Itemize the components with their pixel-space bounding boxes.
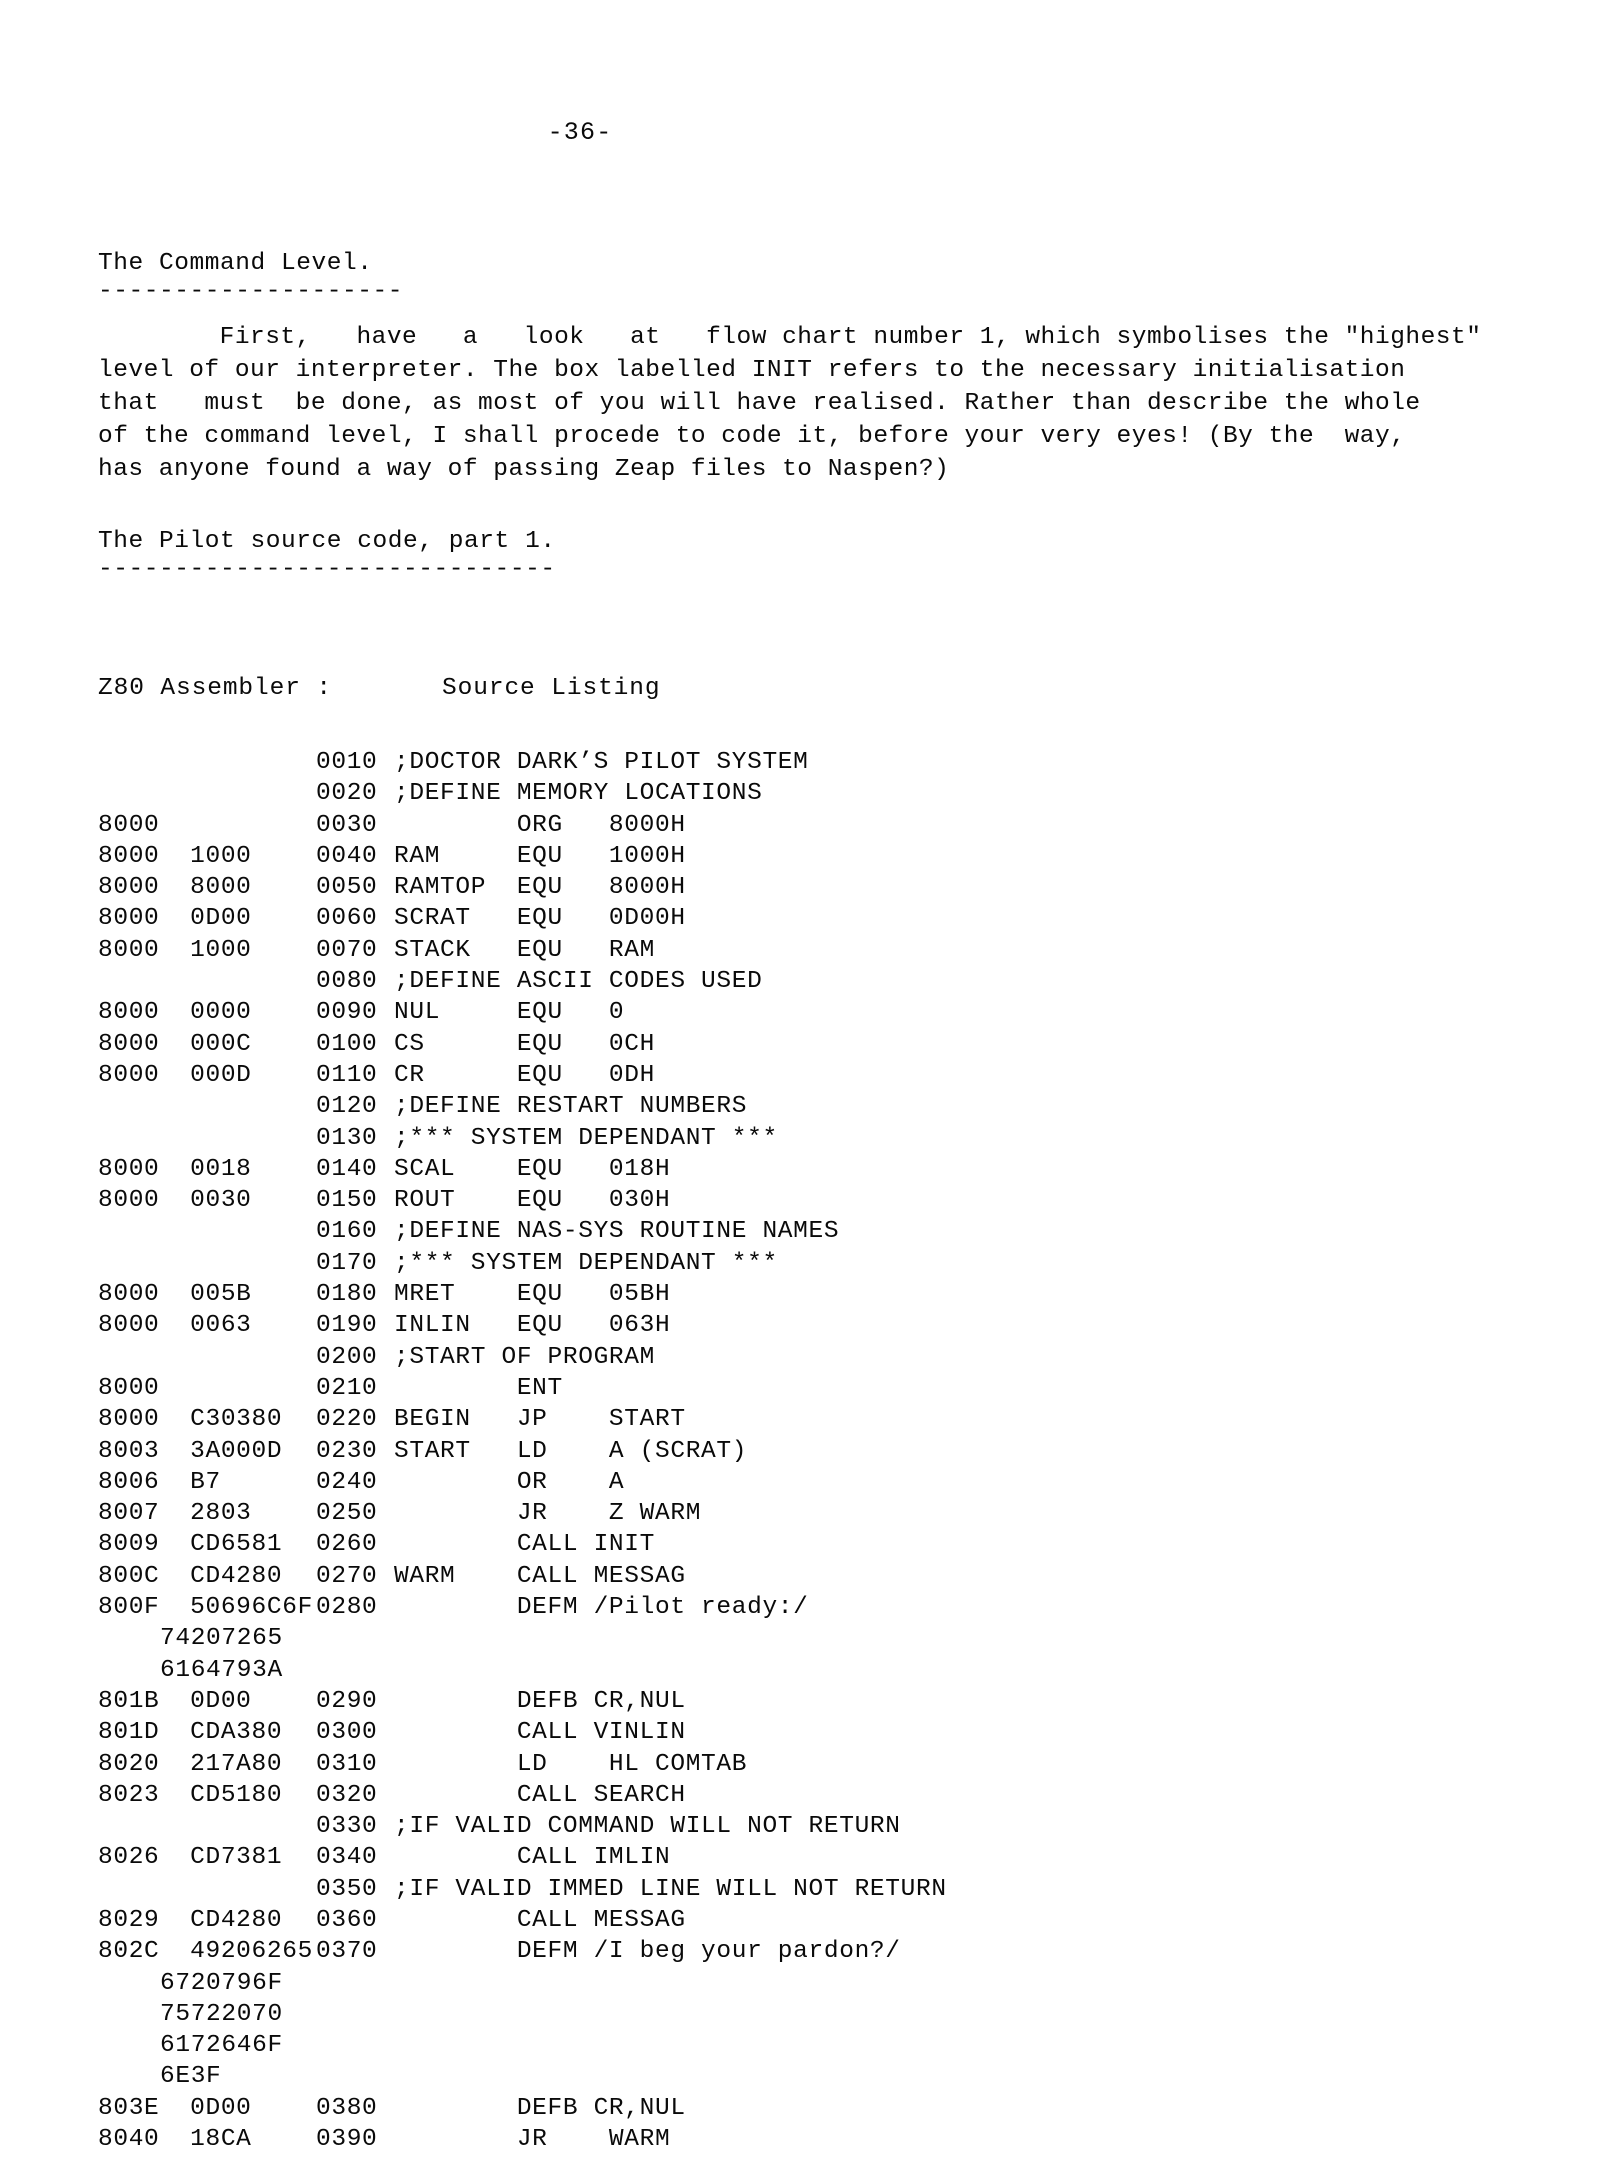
listing-address: 8026 CD7381 (98, 1844, 283, 1872)
listing-row (98, 997, 1158, 1028)
listing-source-text: CALL IMLIN (394, 1844, 671, 1872)
listing-line-number: 0160 (316, 1218, 378, 1246)
listing-source-text: SCRAT EQU 0D00H (394, 905, 686, 933)
listing-line-number: 0100 (316, 1030, 378, 1058)
listing-source-text: DEFM /I beg your pardon?/ (394, 1938, 901, 1966)
listing-row (98, 1655, 1158, 1686)
listing-row (98, 1154, 1158, 1185)
listing-row (98, 966, 1158, 997)
listing-row (98, 935, 1158, 966)
listing-address: 8006 B7 (98, 1468, 221, 1496)
listing-line-number: 0330 (316, 1813, 378, 1841)
listing-row (98, 1749, 1158, 1780)
listing-row (98, 1185, 1158, 1216)
listing-line-number: 0220 (316, 1406, 378, 1434)
listing-row (98, 1780, 1158, 1811)
listing-line-number: 0150 (316, 1187, 378, 1215)
listing-source-text: ORG 8000H (394, 811, 686, 839)
listing-row (98, 1936, 1158, 1967)
listing-row (98, 810, 1158, 841)
listing-header-right: Source Listing (442, 675, 661, 702)
listing-row (98, 1373, 1158, 1404)
listing-row (98, 2124, 1158, 2155)
listing-line-number: 0040 (316, 842, 378, 870)
listing-address: 8020 217A80 (98, 1750, 283, 1778)
assembler-listing (98, 672, 1158, 2155)
listing-row (98, 1623, 1158, 1654)
listing-line-number: 0030 (316, 811, 378, 839)
listing-source-text: CS EQU 0CH (394, 1030, 655, 1058)
listing-source-text: DEFB CR,NUL (394, 1687, 686, 1715)
listing-line-number: 0370 (316, 1938, 378, 1966)
listing-row (98, 1216, 1158, 1247)
listing-address: 8000 0030 (98, 1187, 252, 1215)
listing-row (98, 872, 1158, 903)
listing-row (98, 1060, 1158, 1091)
listing-source-text: LD HL COMTAB (394, 1750, 748, 1778)
listing-address: 74207265 (160, 1625, 283, 1653)
listing-line-number: 0060 (316, 905, 378, 933)
listing-address: 800C CD4280 (98, 1562, 283, 1590)
listing-line-number: 0270 (316, 1562, 378, 1590)
paragraph-line: of the command level, I shall procede to code it, before your very eyes! (By the way, (98, 423, 1406, 450)
listing-row (98, 1498, 1158, 1529)
listing-source-text: NUL EQU 0 (394, 999, 625, 1027)
listing-address: 6164793A (160, 1656, 283, 1684)
listing-row (98, 1592, 1158, 1623)
listing-line-number: 0120 (316, 1093, 378, 1121)
paragraph-line: that must be done, as most of you will have realised. Rather than describe the whole (98, 390, 1421, 417)
listing-address: 6720796F (160, 1969, 283, 1997)
listing-source-text: RAMTOP EQU 8000H (394, 874, 686, 902)
listing-row (98, 778, 1158, 809)
listing-address: 6E3F (160, 2063, 222, 2091)
listing-row (98, 2030, 1158, 2061)
listing-row (98, 1529, 1158, 1560)
listing-source-text: JR WARM (394, 2126, 671, 2154)
listing-line-number: 0260 (316, 1531, 378, 1559)
spacer (98, 486, 1108, 526)
listing-row (98, 1811, 1158, 1842)
listing-address: 8000 000D (98, 1061, 252, 1089)
listing-address: 8009 CD6581 (98, 1531, 283, 1559)
listing-row (98, 1123, 1158, 1154)
listing-header (98, 672, 1158, 705)
listing-row (98, 1279, 1158, 1310)
listing-address: 8000 1000 (98, 842, 252, 870)
listing-row (98, 1436, 1158, 1467)
listing-row (98, 1686, 1158, 1717)
listing-row (98, 2061, 1158, 2092)
listing-address: 8003 3A000D (98, 1437, 283, 1465)
listing-line-number: 0010 (316, 749, 378, 776)
listing-source-text: CR EQU 0DH (394, 1061, 655, 1089)
listing-source-text: OR A (394, 1468, 625, 1496)
listing-address: 801B 0D00 (98, 1687, 252, 1715)
listing-line-number: 0390 (316, 2126, 378, 2154)
listing-header-left: Z80 Assembler : (98, 675, 333, 702)
listing-line-number: 0280 (316, 1594, 378, 1622)
listing-source-text: ;*** SYSTEM DEPENDANT *** (394, 1124, 778, 1152)
listing-line-number: 0360 (316, 1906, 378, 1934)
listing-address: 801D CDA380 (98, 1719, 283, 1747)
paragraph-line: First, have a look at flow chart number 1, which symbolises the "highest" (98, 324, 1482, 351)
listing-address: 8023 CD5180 (98, 1781, 283, 1809)
listing-source-text: ENT (394, 1374, 563, 1402)
section-rule-command-level: -------------------- (98, 278, 404, 305)
listing-source-text: CALL SEARCH (394, 1781, 686, 1809)
listing-line-number: 0250 (316, 1500, 378, 1528)
listing-row (98, 1310, 1158, 1341)
listing-row (98, 1342, 1158, 1373)
listing-source-text: ;IF VALID COMMAND WILL NOT RETURN (394, 1813, 901, 1841)
listing-source-text: MRET EQU 05BH (394, 1281, 671, 1309)
listing-source-text: JR Z WARM (394, 1500, 702, 1528)
paragraph-line: level of our interpreter. The box labelled INIT refers to the necessary initialisation (98, 357, 1406, 384)
listing-address: 8040 18CA (98, 2126, 252, 2154)
listing-address: 8000 1000 (98, 936, 252, 964)
listing-address: 75722070 (160, 2000, 283, 2028)
listing-source-text: ;DOCTOR DARK’S PILOT SYSTEM (394, 749, 809, 776)
listing-line-number: 0350 (316, 1875, 378, 1903)
listing-line-number: 0110 (316, 1061, 378, 1089)
listing-line-number: 0140 (316, 1155, 378, 1183)
paragraph-command-level (98, 321, 1482, 486)
listing-source-text: CALL INIT (394, 1531, 655, 1559)
listing-row (98, 1561, 1158, 1592)
listing-source-text: STACK EQU RAM (394, 936, 655, 964)
listing-address: 8000 0000 (98, 999, 252, 1027)
listing-line-number: 0130 (316, 1124, 378, 1152)
listing-line-number: 0300 (316, 1719, 378, 1747)
listing-address: 800F 50696C6F (98, 1594, 313, 1622)
listing-row (98, 1905, 1158, 1936)
listing-line-number: 0180 (316, 1281, 378, 1309)
listing-address: 6172646F (160, 2032, 283, 2060)
listing-address: 8007 2803 (98, 1500, 252, 1528)
listing-address: 8000 0D00 (98, 905, 252, 933)
listing-rows (98, 747, 1158, 2155)
listing-address: 803E 0D00 (98, 2094, 252, 2122)
listing-line-number: 0200 (316, 1343, 378, 1371)
listing-source-text: ROUT EQU 030H (394, 1187, 671, 1215)
listing-row (98, 1467, 1158, 1498)
section-rule-pilot-source: ------------------------------ (98, 556, 556, 583)
listing-source-text: WARM CALL MESSAG (394, 1562, 686, 1590)
listing-address: 8000 8000 (98, 874, 252, 902)
listing-line-number: 0320 (316, 1781, 378, 1809)
listing-address: 8000 000C (98, 1030, 252, 1058)
listing-line-number: 0050 (316, 874, 378, 902)
listing-source-text: ;DEFINE NAS-SYS ROUTINE NAMES (394, 1218, 840, 1246)
listing-address: 8029 CD4280 (98, 1906, 283, 1934)
document-body (98, 248, 1482, 585)
listing-address: 8000 C30380 (98, 1406, 283, 1434)
listing-source-text: SCAL EQU 018H (394, 1155, 671, 1183)
section-command-level (98, 248, 1482, 486)
listing-line-number: 0380 (316, 2094, 378, 2122)
listing-row (98, 2093, 1158, 2124)
paragraph-line: has anyone found a way of passing Zeap files to Naspen?) (98, 456, 950, 483)
listing-source-text: CALL MESSAG (394, 1906, 686, 1934)
listing-line-number: 0190 (316, 1312, 378, 1340)
listing-source-text: ;*** SYSTEM DEPENDANT *** (394, 1249, 778, 1277)
listing-line-number: 0340 (316, 1844, 378, 1872)
listing-line-number: 0240 (316, 1468, 378, 1496)
listing-source-text: DEFM /Pilot ready:/ (394, 1594, 809, 1622)
listing-source-text: INLIN EQU 063H (394, 1312, 671, 1340)
listing-line-number: 0290 (316, 1687, 378, 1715)
listing-row (98, 903, 1158, 934)
listing-source-text: ;IF VALID IMMED LINE WILL NOT RETURN (394, 1875, 947, 1903)
listing-source-text: DEFB CR,NUL (394, 2094, 686, 2122)
listing-address: 8000 (98, 811, 160, 839)
listing-line-number: 0210 (316, 1374, 378, 1402)
listing-source-text: ;DEFINE RESTART NUMBERS (394, 1093, 748, 1121)
listing-row (98, 1248, 1158, 1279)
listing-line-number: 0070 (316, 936, 378, 964)
listing-row (98, 1874, 1158, 1905)
listing-row (98, 1029, 1158, 1060)
listing-line-number: 0310 (316, 1750, 378, 1778)
listing-source-text: CALL VINLIN (394, 1719, 686, 1747)
listing-line-number: 0090 (316, 999, 378, 1027)
listing-address: 8000 0063 (98, 1312, 252, 1340)
section-pilot-source (98, 526, 1108, 583)
listing-row (98, 1091, 1158, 1122)
listing-source-text: ;START OF PROGRAM (394, 1343, 655, 1371)
listing-source-text: BEGIN JP START (394, 1406, 686, 1434)
listing-source-text: START LD A (SCRAT) (394, 1437, 748, 1465)
listing-line-number: 0230 (316, 1437, 378, 1465)
listing-row (98, 1999, 1158, 2030)
listing-address: 8000 (98, 1374, 160, 1402)
listing-row (98, 1404, 1158, 1435)
listing-row (98, 1842, 1158, 1873)
listing-row (98, 1968, 1158, 1999)
listing-row (98, 1717, 1158, 1748)
section-heading-pilot-source: The Pilot source code, part 1. (98, 528, 556, 555)
listing-address: 8000 005B (98, 1281, 252, 1309)
listing-source-text: ;DEFINE ASCII CODES USED (394, 968, 763, 996)
listing-row (98, 841, 1158, 872)
listing-source-text: ;DEFINE MEMORY LOCATIONS (394, 780, 763, 808)
listing-address: 8000 0018 (98, 1155, 252, 1183)
listing-row (98, 747, 1158, 778)
listing-line-number: 0080 (316, 968, 378, 996)
section-heading-command-level: The Command Level. (98, 250, 373, 277)
listing-source-text: RAM EQU 1000H (394, 842, 686, 870)
listing-line-number: 0020 (316, 780, 378, 808)
listing-line-number: 0170 (316, 1249, 378, 1277)
page-number: -36- (547, 118, 613, 147)
listing-address: 802C 49206265 (98, 1938, 313, 1966)
